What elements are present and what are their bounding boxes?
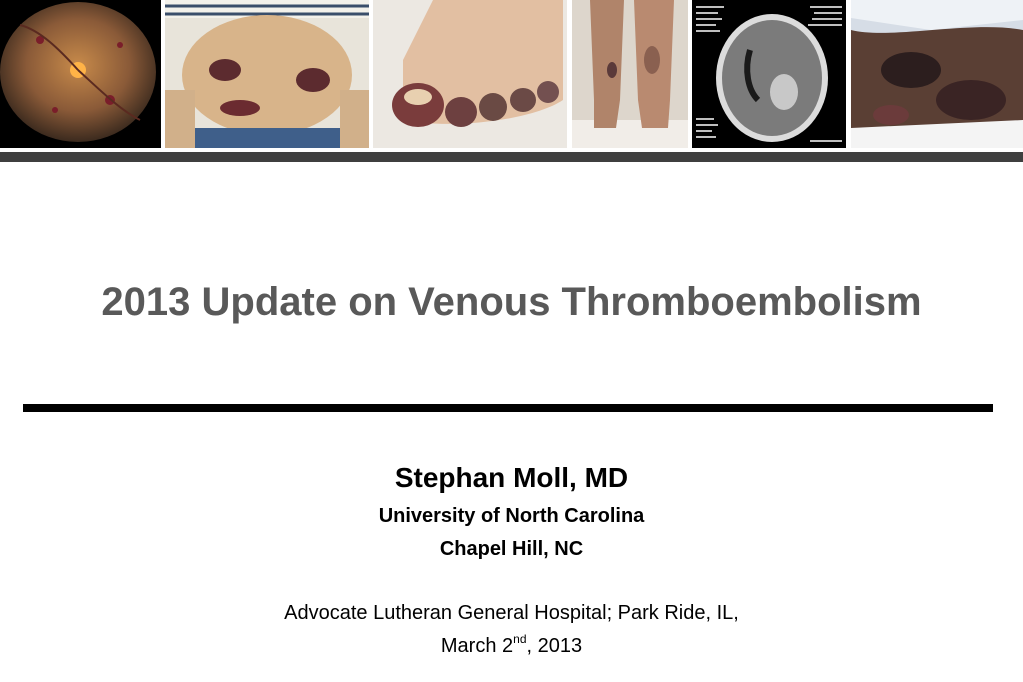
author-name: Stephan Moll, MD <box>394 462 629 493</box>
date-ordinal-suffix: nd <box>513 632 527 646</box>
abdomen-bruises-photo-icon <box>165 0 369 148</box>
affiliation-university: University of North Carolina <box>378 505 645 527</box>
header-photo-strip <box>0 0 1023 148</box>
date-year: , 2013 <box>526 635 583 657</box>
swollen-legs-photo-icon <box>572 0 688 148</box>
slide-title: 2013 Update on Venous Thromboembolism <box>101 280 922 324</box>
retina-photo-icon <box>0 0 161 148</box>
presentation-venue: Advocate Lutheran General Hospital; Park Ride, IL, <box>284 602 739 624</box>
presentation-date <box>0 633 1023 659</box>
brain-ct-scan-photo-icon <box>692 0 846 148</box>
date-prefix: March 2 <box>440 635 514 657</box>
header-divider-bar <box>0 152 1023 162</box>
title-underline-rule <box>23 404 993 412</box>
toes-cyanosis-photo-icon <box>373 0 567 148</box>
affiliation-location: Chapel Hill, NC <box>439 538 584 560</box>
arm-bruise-photo-icon <box>851 0 1023 148</box>
